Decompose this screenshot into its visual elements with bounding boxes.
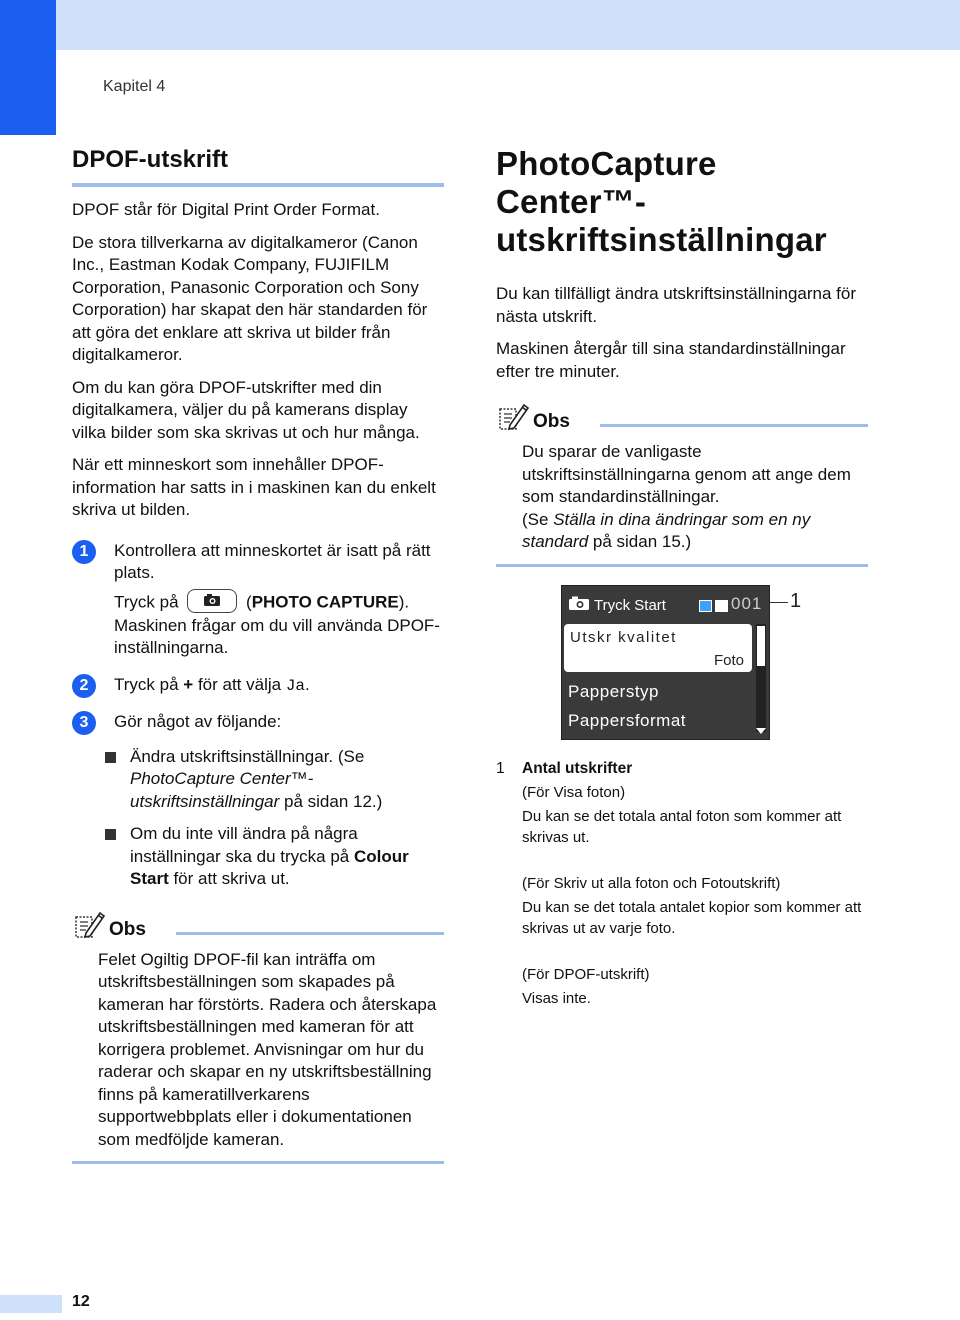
callout-legend <box>496 760 868 1009</box>
callout-line <box>768 602 788 603</box>
lcd-scroll-thumb <box>757 626 765 666</box>
lcd-option-value: Foto <box>713 652 744 669</box>
left-column <box>72 145 444 1164</box>
right-column <box>496 145 868 567</box>
lcd-menu-item: Papperstyp <box>568 682 659 701</box>
legend-title: Antal utskrifter <box>522 760 633 777</box>
step-1 <box>72 540 444 660</box>
note-pencil-icon <box>496 401 530 433</box>
header-bar <box>56 0 960 50</box>
legend-line: (För DPOF-utskrift) <box>522 966 650 983</box>
step-text: Tryck på + för att välja Ja. <box>114 674 310 695</box>
note-header <box>496 405 868 435</box>
paragraph: Maskinen återgår till sina standardinställningar efter tre minuter. <box>496 339 846 381</box>
lcd-option-label: Utskr kvalitet <box>570 629 677 646</box>
section-heading: PhotoCapture Center™-utskriftsinställningar <box>496 145 827 258</box>
note-label: Obs <box>533 411 570 432</box>
section-title: DPOF-utskrift <box>72 146 228 173</box>
paragraph: De stora tillverkarna av digitalkameror (Canon Inc., Eastman Kodak Company, FUJIFILM Corporation, Panasonic Corporation och Sony Corporation) har skapat den här standarden för att göra det enklare att skriva ut bilder från digitalkameror. <box>72 232 428 364</box>
legend-line: (För Skriv ut alla foton och Fotoutskrift) <box>522 875 781 892</box>
note-text: Felet Ogiltig DPOF-fil kan inträffa om utskriftsbeställningen som skapades på kameran har förstörts. Radera och återskapa utskriftsbeställningen med kameran för att korrigera problemet. Anvisningar om hur du raderar och skapar en ny utskriftsbeställning finns på kameratillverkarens supportwebbplats eller i dokumentationen som medföljde kameran. <box>98 949 437 1149</box>
bullet-square-icon <box>105 829 116 840</box>
note-reference: (Se Ställa in dina ändringar som en ny standard på sidan 15.) <box>522 509 811 551</box>
note-header <box>72 913 444 943</box>
note-pencil-icon <box>72 909 106 941</box>
note-rule <box>600 424 868 427</box>
paragraph: Om du kan göra DPOF-utskrifter med din digitalkamera, väljer du på kamerans display vilka bilder som ska skrivas ut och hur många. <box>72 377 420 442</box>
legend-header <box>496 760 868 778</box>
step-number: 2 <box>72 674 96 698</box>
lcd-print-count: 001 <box>731 594 763 613</box>
chapter-label: Kapitel 4 <box>103 78 166 95</box>
bullet-item: Om du inte vill ändra på några inställningar ska du trycka på Colour Start för att skriva ut. <box>104 823 444 891</box>
step-2 <box>72 674 444 698</box>
photo-capture-button-icon <box>187 589 237 613</box>
chapter-color-block <box>0 0 56 135</box>
page-number: 12 <box>72 1293 90 1310</box>
paragraph: När ett minneskort som innehåller DPOF-information har satts in i maskinen kan du enkelt skriva ut bilden. <box>72 455 436 519</box>
legend-line: Du kan se det totala antal foton som kommer att skrivas ut. <box>522 808 842 846</box>
camera-icon <box>568 595 590 611</box>
legend-number: 1 <box>496 760 505 777</box>
lcd-menu-item: Pappersformat <box>568 711 686 730</box>
legend-line: Du kan se det totala antalet kopior som kommer att skrivas ut av varje foto. <box>522 899 862 937</box>
legend-line: (För Visa foton) <box>522 784 626 801</box>
lcd-indicator-white <box>715 600 728 612</box>
paragraph: DPOF står för Digital Print Order Format. <box>72 200 380 219</box>
lcd-indicator-blue <box>699 600 712 612</box>
note-box <box>72 913 444 1165</box>
note-bottom-rule <box>496 564 868 567</box>
section-rule <box>72 183 444 187</box>
callout-number: 1 <box>790 590 802 612</box>
lcd-down-arrow-icon <box>756 728 766 734</box>
step-text: Gör något av följande: <box>114 712 282 731</box>
step-press-line: Tryck på (PHOTO CAPTURE). <box>114 591 444 615</box>
note-box <box>496 405 868 567</box>
footer-bar <box>0 1295 62 1313</box>
paragraph: Du kan tillfälligt ändra utskriftsinställningarna för nästa utskrift. <box>496 284 857 326</box>
lcd-screen <box>561 585 770 740</box>
legend-line: Visas inte. <box>522 990 591 1007</box>
step-text-2: Maskinen frågar om du vill använda DPOF-inställningarna. <box>114 615 440 657</box>
lcd-header <box>562 586 769 622</box>
note-bottom-rule <box>72 1161 444 1164</box>
step-number: 1 <box>72 540 96 564</box>
bullet-square-icon <box>105 752 116 763</box>
note-rule <box>176 932 444 935</box>
bullet-item: Ändra utskriftsinställningar. (Se PhotoCapture Center™-utskriftsinställningar på sidan 12.) <box>104 746 444 814</box>
cross-reference: PhotoCapture Center™-utskriftsinställningar <box>130 769 314 811</box>
lcd-scrollbar <box>756 624 766 732</box>
note-label: Obs <box>109 918 146 940</box>
lcd-selected-option <box>564 624 752 672</box>
step-text: Kontrollera att minneskortet är isatt på rätt plats. <box>114 540 431 582</box>
photo-capture-label: PHOTO CAPTURE <box>251 591 399 611</box>
step-3 <box>72 711 444 891</box>
lcd-title: Tryck Start <box>594 597 666 614</box>
note-text: Du sparar de vanligaste utskriftsinställningarna genom att ange dem som standardinställningar. <box>522 442 851 506</box>
step-number: 3 <box>72 711 96 735</box>
